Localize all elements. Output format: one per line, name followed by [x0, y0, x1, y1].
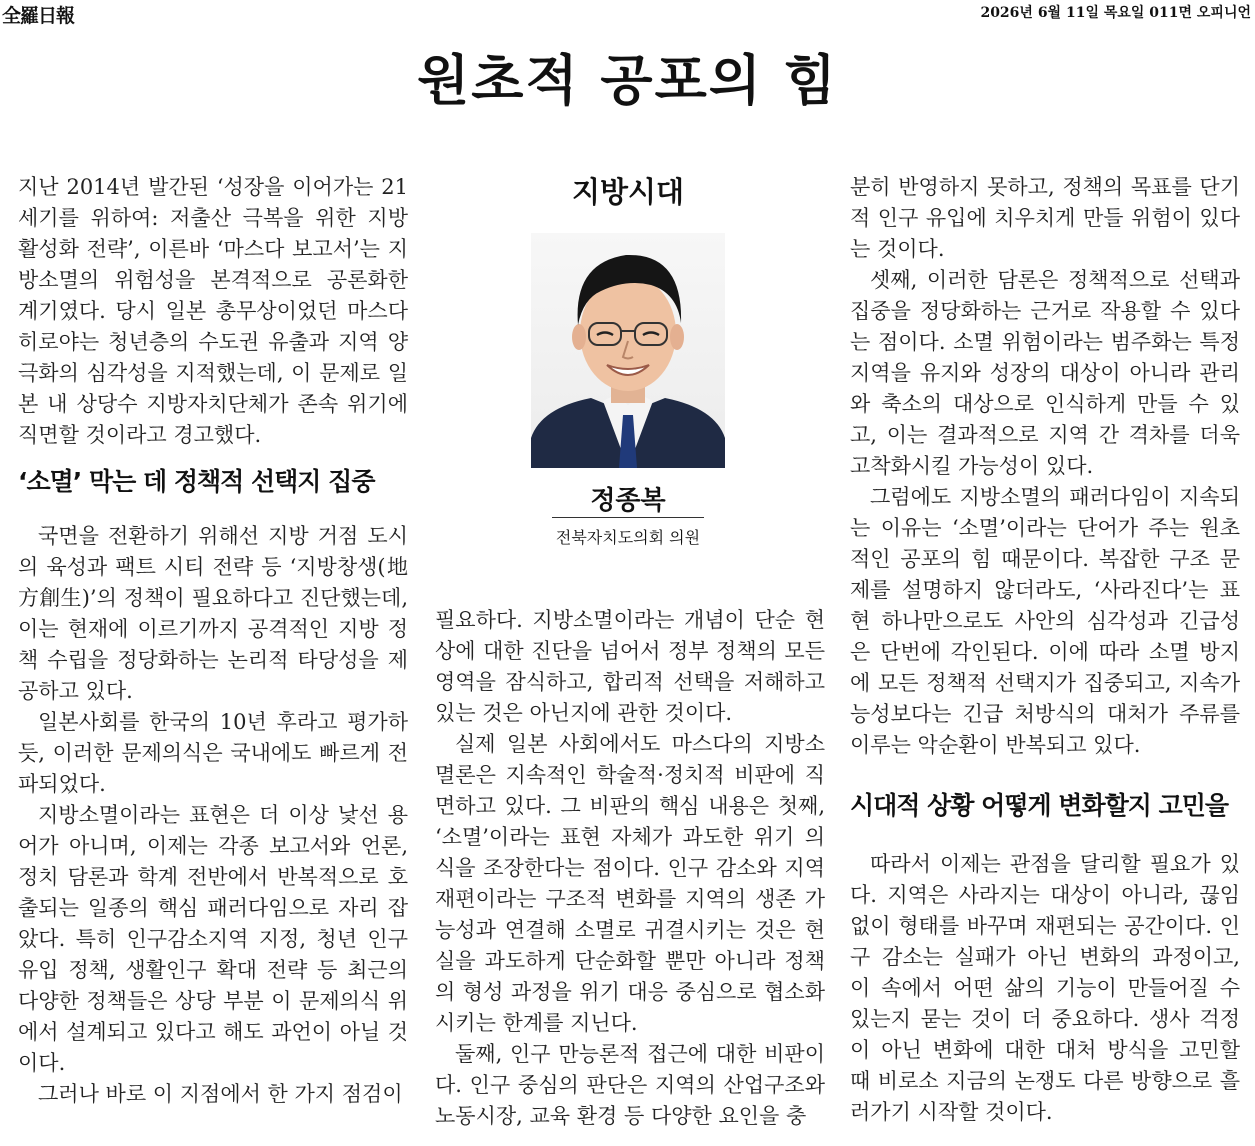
divider: [552, 517, 704, 518]
article-column-1: [18, 172, 408, 1110]
author-name: 정종복: [590, 486, 666, 516]
paragraph: 그럼에도 지방소멸의 패러다임이 지속되는 이유는 ‘소멸’이라는 단어가 주는 원초적인 공포의 힘 때문이다. 복잡한 구조 문제를 설명하지 않더라도, ‘사라진다’는 표현 하나만으로도 사안의 심각성과 긴급성은 단번에 각인된다. 이에 따라 소멸 방지에 모든 정책적 선택지가 집중되고, 지속가능성보다는 긴급 처방식의 대처가 주류를 이루는 악순환이 반복되고 있다.: [850, 485, 1240, 757]
newspaper-logo: 全羅日報: [2, 5, 75, 27]
article-column-2: [435, 605, 825, 1132]
paragraph: 그러나 바로 이 지점에서 한 가지 점검이: [38, 1082, 403, 1106]
subheading: 시대적 상황 어떻게 변화할지 고민을: [850, 791, 1229, 820]
subheading: ‘소멸’ 막는 데 정책적 선택지 집중: [18, 467, 375, 496]
paragraph: 국면을 전환하기 위해선 지방 거점 도시의 육성과 팩트 시티 전략 등 ‘지방창생(地方創生)’의 정책이 필요하다고 진단했는데, 이는 현재에 이르기까지 공격적인 지방 정책 수립을 정당화하는 논리적 타당성을 제공하고 있다.: [18, 524, 408, 703]
paragraph: 지난 2014년 발간된 ‘성장을 이어가는 21세기를 위하여: 저출산 극복을 위한 지방 활성화 전략’, 이른바 ‘마스다 보고서’는 지방소멸의 위험성을 본격적으로 공론화한 계기였다. 당시 일본 총무상이었던 마스다 히로야는 청년층의 수도권 유출과 지역 양극화의 심각성을 지적했는데, 이 문제로 일본 내 상당수 지방자치단체가 존속 위기에 직면할 것이라고 경고했다.: [18, 175, 408, 447]
paragraph: 둘째, 인구 만능론적 접근에 대한 비판이다. 인구 중심의 판단은 지역의 산업구조와 노동시장, 교육 환경 등 다양한 요인을 충: [435, 1042, 825, 1128]
paragraph: 분히 반영하지 못하고, 정책의 목표를 단기적 인구 유입에 치우치게 만들 위험이 있다는 것이다.: [850, 175, 1240, 261]
author-portrait-image: [531, 233, 725, 468]
author-photo: [531, 233, 725, 468]
article-column-3: [850, 172, 1240, 1128]
column-label: 지방시대: [571, 175, 685, 209]
paragraph: 따라서 이제는 관점을 달리할 필요가 있다. 지역은 사라지는 대상이 아니라, 끊임없이 형태를 바꾸며 재편되는 공간이다. 인구 감소는 실패가 아닌 변화의 과정이고, 이 속에서 어떤 삶의 기능이 만들어질 수 있는지 묻는 것이 더 중요하다. 생사 걱정이 아닌 변화에 대한 대처 방식을 고민할 때 비로소 지금의 논쟁도 다른 방향으로 흘러가기 시작할 것이다.: [850, 852, 1240, 1124]
headline: 원초적 공포의 힘: [417, 48, 838, 112]
paragraph: 필요하다. 지방소멸이라는 개념이 단순 현상에 대한 진단을 넘어서 정부 정책의 모든 영역을 잠식하고, 합리적 선택을 저해하고 있는 것은 아닌지에 관한 것이다.: [435, 608, 825, 725]
paragraph: 셋째, 이러한 담론은 정책적으로 선택과 집중을 정당화하는 근거로 작용할 수 있다는 점이다. 소멸 위험이라는 범주화는 특정 지역을 유지와 성장의 대상이 아니라 관리와 축소의 대상으로 인식하게 만들 수 있고, 이는 결과적으로 지역 간 격차를 더욱 고착화시킬 가능성이 있다.: [850, 268, 1240, 478]
paragraph: 실제 일본 사회에서도 마스다의 지방소멸론은 지속적인 학술적·정치적 비판에 직면하고 있다. 그 비판의 핵심 내용은 첫째, ‘소멸’이라는 표현 자체가 과도한 위기 의식을 조장한다는 점이다. 인구 감소와 지역 재편이라는 구조적 변화를 지역의 생존 가능성과 연결해 소멸로 귀결시키는 것은 현실을 과도하게 단순화할 뿐만 아니라 정책의 형성 과정을 위기 대응 중심으로 협소화시키는 한계를 지닌다.: [435, 732, 825, 1035]
paragraph: 지방소멸이라는 표현은 더 이상 낯선 용어가 아니며, 이제는 각종 보고서와 언론, 정치 담론과 학계 전반에서 반복적으로 호출되는 일종의 핵심 패러다임으로 자리 잡았다. 특히 인구감소지역 지정, 청년 인구 유입 정책, 생활인구 확대 전략 등 최근의 다양한 정책들은 상당 부분 이 문제의식 위에서 설계되고 있다고 해도 과언이 아닐 것이다.: [18, 803, 408, 1075]
author-title: 전북자치도의회 의원: [555, 528, 701, 547]
issue-info: 2026년 6월 11일 목요일 011면 오피니언: [980, 5, 1251, 21]
paragraph: 일본사회를 한국의 10년 후라고 평가하듯, 이러한 문제의식은 국내에도 빠르게 전파되었다.: [18, 710, 408, 796]
